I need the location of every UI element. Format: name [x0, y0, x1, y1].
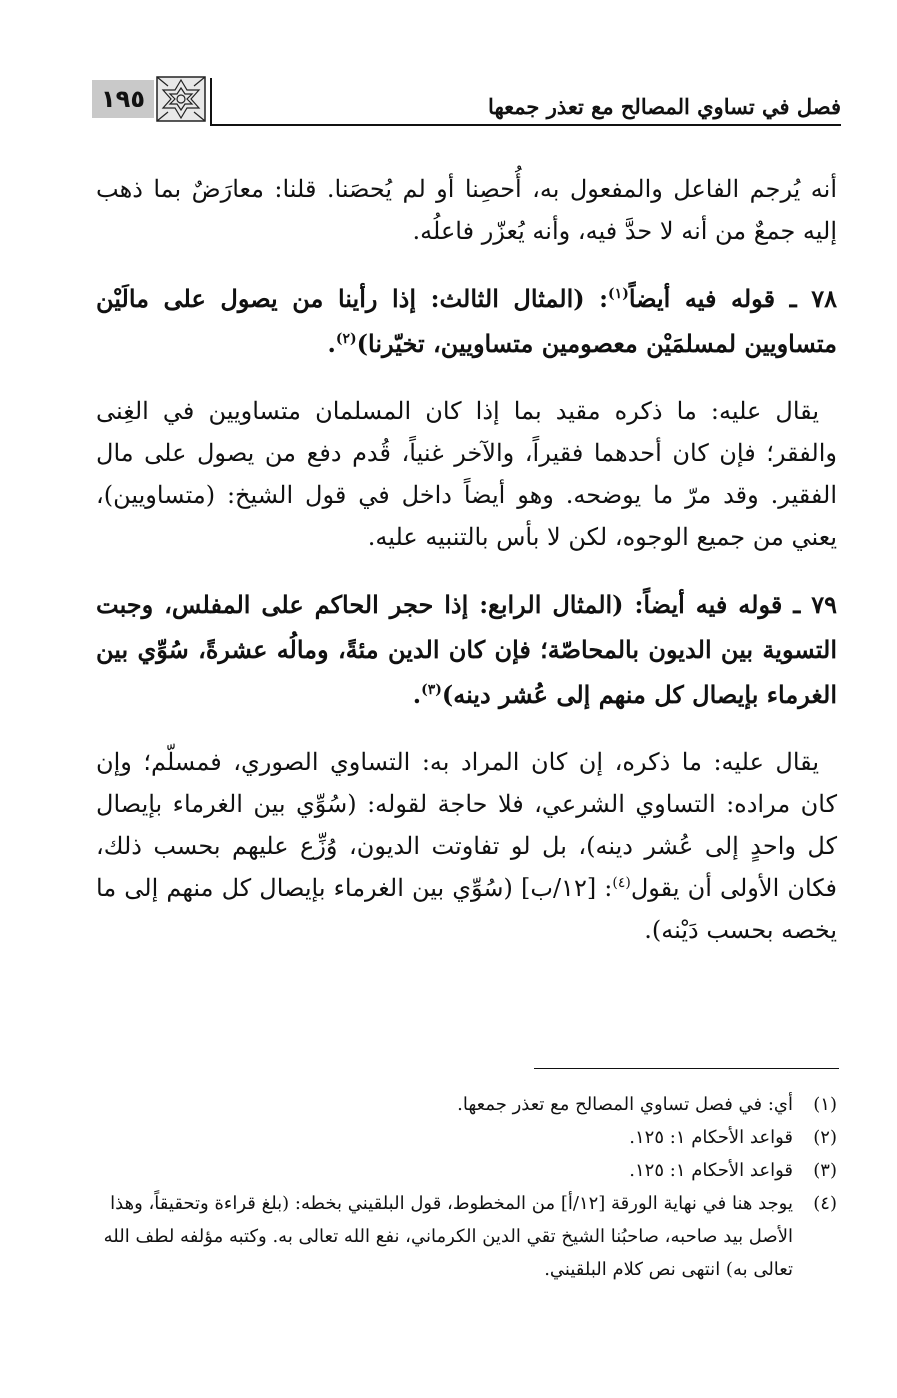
- footnote-separator: [534, 1068, 839, 1069]
- geometric-ornament-icon: [156, 76, 206, 122]
- footnote-4: [96, 1187, 837, 1286]
- header-rule: [210, 124, 841, 126]
- page-number: ١٩٥: [92, 80, 154, 118]
- running-header: [92, 72, 841, 128]
- footnote-1: [96, 1088, 837, 1121]
- paragraph-1: أنه يُرجم الفاعل والمفعول به، أُحصِنا أو لم يُحصَنا. قلنا: معارَضٌ بما ذهب إليه جمعٌ من أنه لا حدَّ فيه، وأنه يُعزّر فاعلُه.: [96, 175, 837, 245]
- footnote-number: (١): [813, 1094, 837, 1115]
- paragraph-78: [96, 276, 837, 366]
- paragraph-79: [96, 582, 837, 717]
- page-number-box: [92, 76, 208, 122]
- text-span: يقال عليه: ما ذكره، إن كان المراد به: التساوي الصوري، فمسلّم؛ وإن كان مراده: التساوي الشرعي، فلا حاجة لقوله: (سُوِّي بين الغرماء بإيصال كل واحدٍ إلى عُشر دينه)، بل لو تفاوتت الديون، وُزِّع عليهم بحسب ذلك، فكان الأولى أن يقول: [96, 748, 838, 902]
- footnote-text: يوجد هنا في نهاية الورقة [١٢/أ] من المخطوط، قول البلقيني بخطه: (بلغ قراءة وتحقيقاً، وهذا الأصل بيد صاحبه، صاحبُنا الشيخ تقي الدين الكرماني، نفع الله تعالى به. وكتبه مؤلفه لطف الله تعالى به) انتهى نص كلام البلقيني.: [103, 1193, 793, 1280]
- main-text: [96, 168, 837, 975]
- footnote-number: (٢): [813, 1127, 837, 1148]
- text-span: .: [412, 680, 422, 709]
- footnote-text: قواعد الأحكام ١: ١٢٥.: [629, 1160, 793, 1181]
- text-span: : (المثال الثالث: إذا رأينا من يصول على مالَيْن متساويين لمسلمَيْن معصومين متساويين، تخيّرنا): [96, 284, 837, 358]
- header-divider: [210, 78, 212, 126]
- text-span: ٧٨ ـ قوله فيه أيضاً: [628, 284, 837, 313]
- footnote-number: (٣): [813, 1160, 837, 1181]
- footnote-ref-1[interactable]: (١): [608, 286, 629, 302]
- footnote-3: [96, 1154, 837, 1187]
- footnote-ref-2[interactable]: (٢): [335, 331, 357, 347]
- footnote-ref-4[interactable]: (٤): [612, 875, 631, 891]
- text-span: .: [327, 329, 336, 358]
- footnote-number: (٤): [813, 1193, 837, 1214]
- footnotes: [96, 1088, 837, 1286]
- paragraph-commentary-79: [96, 741, 837, 951]
- footnote-text: أي: في فصل تساوي المصالح مع تعذر جمعها.: [457, 1094, 793, 1115]
- text-span: : [١٢/ب] (سُوِّي بين الغرماء بإيصال كل منهم إلى ما يخصه بحسب دَيْنه).: [96, 874, 837, 944]
- chapter-title: فصل في تساوي المصالح مع تعذر جمعها: [488, 94, 841, 119]
- footnote-ref-3[interactable]: (٣): [421, 682, 442, 698]
- footnote-text: قواعد الأحكام ١: ١٢٥.: [629, 1127, 793, 1148]
- footnote-2: [96, 1121, 837, 1154]
- paragraph-commentary-78: يقال عليه: ما ذكره مقيد بما إذا كان المسلمان متساويين في الغِنى والفقر؛ فإن كان أحدهما فقيراً، والآخر غنياً، قُدم دفع من يصول على مال الفقير. وقد مرّ ما يوضحه. وهو أيضاً داخل في قول الشيخ: (متساويين)، يعني من جميع الوجوه، لكن لا بأس بالتنبيه عليه.: [96, 397, 837, 551]
- text-span: ٧٩ ـ قوله فيه أيضاً: (المثال الرابع: إذا حجر الحاكم على المفلس، وجبت التسوية بين الديون بالمحاصّة؛ فإن كان الدين مئةً، ومالُه عشرةً، سُوِّي بين الغرماء بإيصال كل منهم إلى عُشر دينه): [96, 590, 837, 709]
